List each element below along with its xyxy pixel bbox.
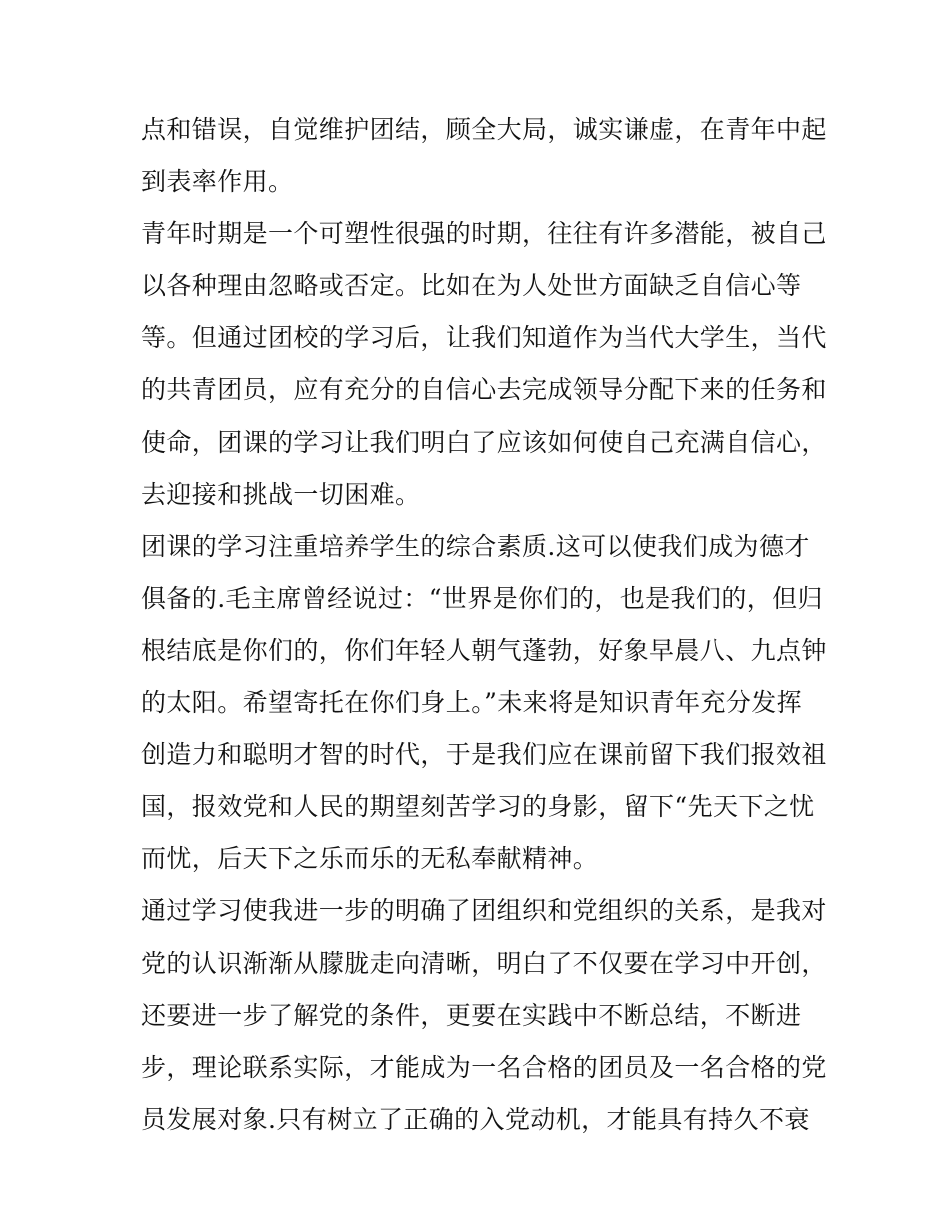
- text-line: 根结底是你们的，你们年轻人朝气蓬勃，好象早晨八、九点钟: [141, 635, 827, 665]
- text-line: 使命，团课的学习让我们明白了应该如何使自己充满自信心，: [141, 427, 827, 457]
- text-line: 以各种理由忽略或否定。比如在为人处世方面缺乏自信心等: [141, 271, 802, 301]
- text-line: 的共青团员，应有充分的自信心去完成领导分配下来的任务和: [141, 375, 827, 405]
- text-line: 通过学习使我进一步的明确了团组织和党组织的关系，是我对: [141, 896, 827, 926]
- text-line: 团课的学习注重培养学生的综合素质.这可以使我们成为德才: [141, 531, 810, 561]
- text-line: 还要进一步了解党的条件，更要在实践中不断总结，不断进: [141, 1000, 802, 1030]
- text-line: 创造力和聪明才智的时代，于是我们应在课前留下我们报效祖: [141, 740, 827, 770]
- text-line: 国，报效党和人民的期望刻苦学习的身影，留下“先天下之忧: [141, 792, 815, 822]
- text-line: 而忧，后天下之乐而乐的无私奉献精神。: [141, 844, 599, 874]
- text-line: 的太阳。希望寄托在你们身上。”未来将是知识青年充分发挥: [141, 688, 803, 718]
- text-line: 步，理论联系实际，才能成为一名合格的团员及一名合格的党: [141, 1052, 827, 1082]
- text-line: 等。但通过团校的学习后，让我们知道作为当代大学生，当代: [141, 323, 827, 353]
- text-line: 俱备的.毛主席曾经说过：“世界是你们的，也是我们的，但归: [141, 583, 823, 613]
- text-line: 到表率作用。: [141, 167, 294, 197]
- text-line: 员发展对象.只有树立了正确的入党动机，才能具有持久不衰: [141, 1104, 810, 1134]
- text-line: 青年时期是一个可塑性很强的时期，往往有许多潜能，被自己: [141, 219, 827, 249]
- text-line: 党的认识渐渐从朦胧走向清晰，明白了不仅要在学习中开创，: [141, 948, 827, 978]
- body-text: [141, 104, 827, 1146]
- text-line: 去迎接和挑战一切困难。: [141, 479, 421, 509]
- text-line: 点和错误，自觉维护团结，顾全大局，诚实谦虚，在青年中起: [141, 115, 827, 144]
